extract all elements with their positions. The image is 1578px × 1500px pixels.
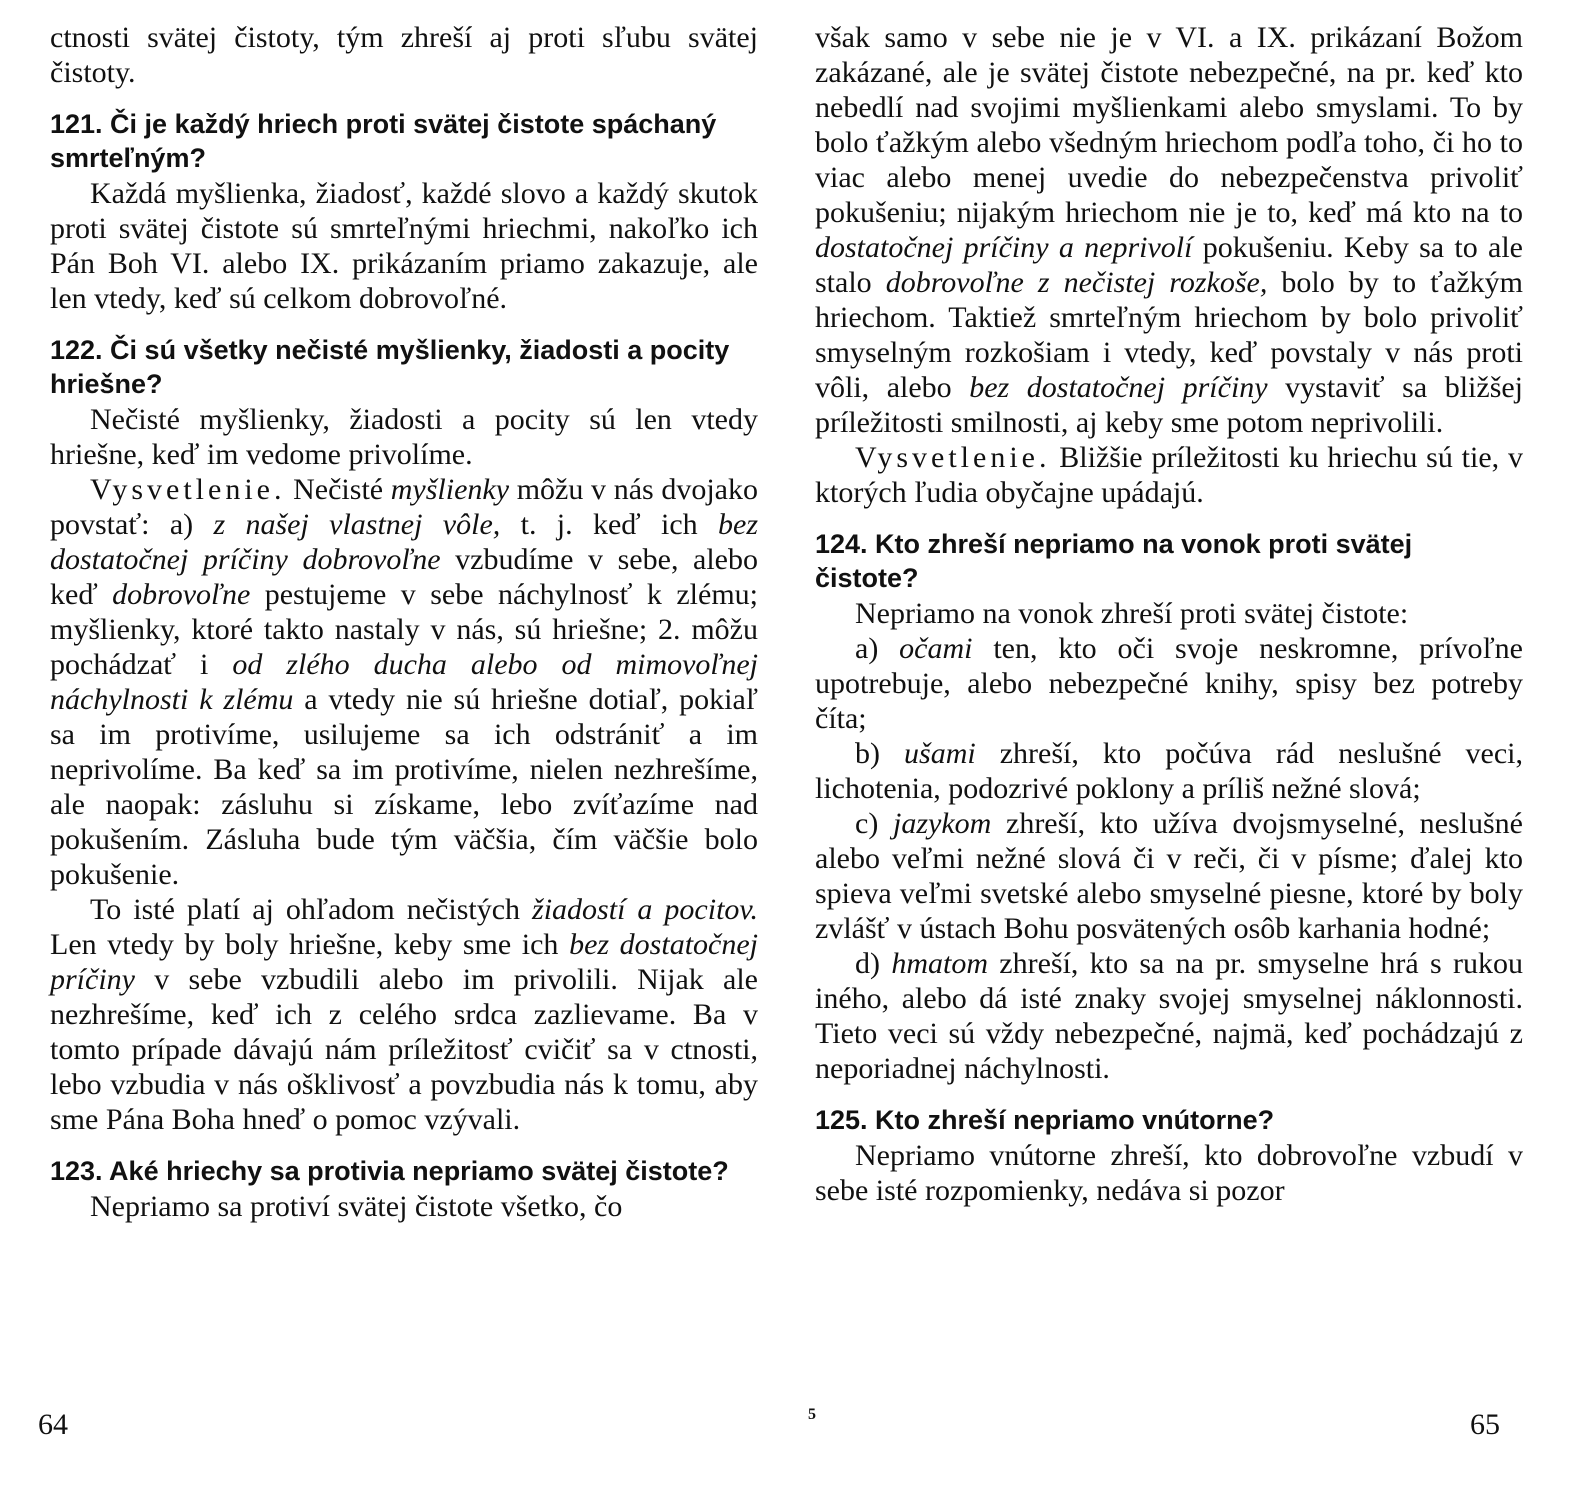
explanation-123: Vysvetlenie. Bližšie príležitosti ku hriechu sú tie, v ktorých ľudia obyčajne upádajú. xyxy=(815,441,1523,509)
question-121: 121. Či je každý hriech proti svätej čistote spáchaný smrteľným? xyxy=(50,109,717,173)
left-page xyxy=(50,20,758,1224)
item-d: d) hmatom zhreší, kto sa na pr. smyselne hrá s rukou iného, alebo dá isté znaky svojej smyselnej náklonnosti. Tieto veci sú vždy nebezpečné, najmä, keď pochádzajú z neporiadnej náchylnosti. xyxy=(815,947,1523,1085)
explanation-label: Vysvetlenie. xyxy=(855,441,1051,474)
answer-121: Každá myšlienka, žiadosť, každé slovo a každý skutok proti svätej čistote sú smrteľnými hriechmi, nakoľko ich Pán Boh VI. alebo IX. prikázaním priamo zakazuje, ale len vtedy, keď sú celkom dobrovoľné. xyxy=(50,177,758,315)
question-124: 124. Kto zhreší nepriamo na vonok proti svätej čistote? xyxy=(815,529,1413,593)
page-number-left: 64 xyxy=(38,1408,68,1441)
explanation-label: Vysvetlenie. xyxy=(90,473,286,506)
item-b: b) ušami zhreší, kto počúva rád neslušné veci, lichotenia, podozrivé poklony a príliš nežné slová; xyxy=(815,737,1523,805)
answer-122: Nečisté myšlienky, žiadosti a pocity sú len vtedy hriešne, keď im vedome privolíme. xyxy=(50,403,758,471)
page-number-right: 65 xyxy=(1470,1408,1500,1441)
item-c: c) jazykom zhreší, kto užíva dvojsmyselné, neslušné alebo veľmi nežné slová či v reči, či v písme; ďalej kto spieva veľmi svetské alebo smyselné piesne, ktoré by boly zvlášť v ústach Bohu posvätených osôb karhania hodné; xyxy=(815,807,1523,945)
answer-125: Nepriamo vnútorne zhreší, kto dobrovoľne vzbudí v sebe isté rozpomienky, nedáva si pozor xyxy=(815,1139,1523,1207)
answer-123: Nepriamo sa protiví svätej čistote všetko, čo xyxy=(90,1190,623,1223)
answer-124: Nepriamo na vonok zhreší proti svätej čistote: xyxy=(855,597,1409,630)
paragraph-continuation: ctnosti svätej čistoty, tým zhreší aj proti sľubu svätej čistoty. xyxy=(50,21,758,89)
question-122: 122. Či sú všetky nečisté myšlienky, žiadosti a pocity hriešne? xyxy=(50,335,730,399)
signature-mark: 5 xyxy=(808,1406,816,1423)
right-page xyxy=(815,20,1523,1208)
question-123: 123. Aké hriechy sa protivia nepriamo svätej čistote? xyxy=(50,1156,729,1186)
question-125: 125. Kto zhreší nepriamo vnútorne? xyxy=(815,1105,1275,1135)
item-a: a) očami ten, kto oči svoje neskromne, prívoľne upotrebuje, alebo nebezpečné knihy, spisy bez potreby číta; xyxy=(815,632,1523,735)
explanation-122-continued: To isté platí aj ohľadom nečistých žiadostí a pocitov. Len vtedy by boly hriešne, keby sme ich bez dostatočnej príčiny v sebe vzbudili alebo im privolili. Nijak ale nezhrešíme, keď ich z celého srdca zazlievame. Ba v tomto prípade dávajú nám príležitosť cvičiť sa v ctnosti, lebo vzbudia v nás ošklivosť a povzbudia nás k tomu, aby sme Pána Boha hneď o pomoc vzývali. xyxy=(50,893,758,1136)
explanation-122: Vysvetlenie. Nečisté myšlienky môžu v nás dvojako povstať: a) z našej vlastnej vôle, t. j. keď ich bez dostatočnej príčiny dobrovoľne vzbudíme v sebe, alebo keď dobrovoľne pestujeme v sebe náchylnosť k zlému; myšlienky, ktoré takto nastaly v nás, sú hriešne; 2. môžu pochádzať i od zlého ducha alebo od mimovoľnej náchylnosti k zlému a vtedy nie sú hriešne dotiaľ, pokiaľ sa im protivíme, usilujeme sa ich odstrániť a im neprivolíme. Ba keď sa im protivíme, nielen nezhrešíme, ale naopak: zásluhu si získame, lebo zvíťazíme nad pokušením. Zásluha bude tým väčšia, čím väčšie bolo pokušenie. xyxy=(50,473,758,891)
answer-123-continued: však samo v sebe nie je v VI. a IX. prikázaní Božom zakázané, ale je svätej čistote nebezpečné, na pr. keď kto nebedlí nad svojimi myšlienkami alebo smyslami. To by bolo ťažkým alebo všedným hriechom podľa toho, či ho to viac alebo menej uvedie do nebezpečenstva privoliť pokušeniu; nijakým hriechom nie je to, keď má kto na to dostatočnej príčiny a neprivolí pokušeniu. Keby sa to ale stalo dobrovoľne z nečistej rozkoše, bolo by to ťažkým hriechom. Taktiež smrteľným hriechom by bolo privoliť smyselným rozkošiam i vtedy, keď povstaly v nás proti vôli, alebo bez dostatočnej príčiny vystaviť sa bližšej príležitosti smilnosti, aj keby sme potom neprivolili. xyxy=(815,21,1524,439)
